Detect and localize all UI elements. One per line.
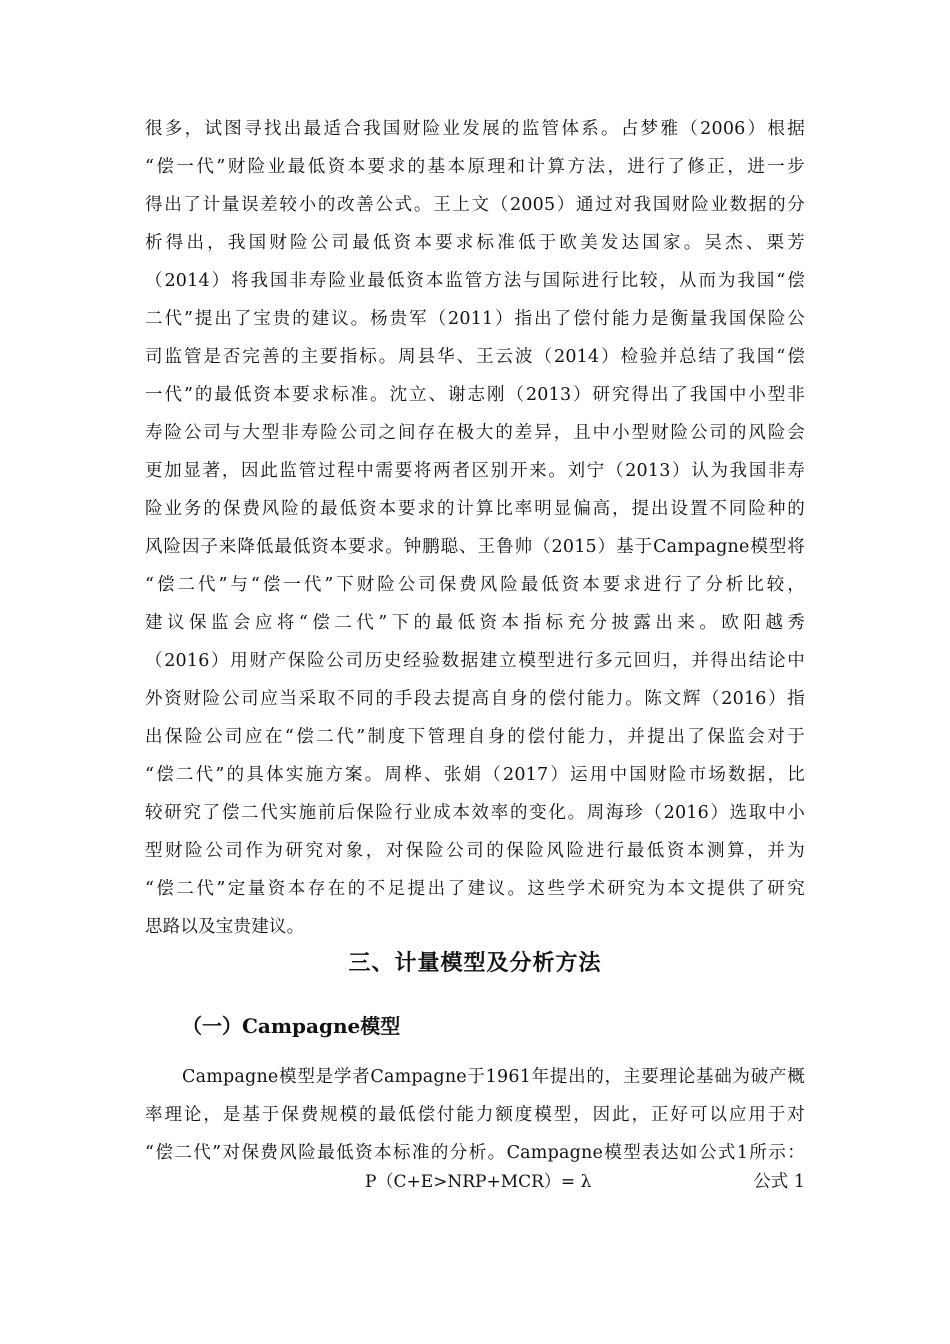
paragraph-line: （2016）用财产保险公司历史经验数据建立模型进行多元回归，并得出结论中 (145, 651, 805, 671)
paragraph-line: Campagne模型是学者Campagne于1961年提出的，主要理论基础为破产概 (182, 1067, 805, 1087)
paragraph-line: 二代”提出了宝贵的建议。杨贵军（2011）指出了偿付能力是衡量我国保险公 (145, 309, 805, 329)
paragraph-line: 型财险公司作为研究对象，对保险公司的保险风险进行最低资本测算，并为 (145, 841, 805, 861)
subsection-heading: （一）Campagne模型 (182, 1014, 401, 1038)
paragraph-line: 风险因子来降低最低资本要求。钟鹏聪、王鲁帅（2015）基于Campagne模型将 (145, 537, 805, 557)
paragraph-line: 更加显著，因此监管过程中需要将两者区别开来。刘宁（2013）认为我国非寿 (145, 461, 805, 481)
formula: P（C+E>NRP+MCR）= λ (365, 1172, 592, 1192)
paragraph-line: 建议保监会应将“偿二代”下的最低资本指标充分披露出来。欧阳越秀 (145, 613, 805, 633)
paragraph-line: 率理论，是基于保费规模的最低偿付能力额度模型，因此，正好可以应用于对 (145, 1105, 805, 1125)
paragraph-line: 出保险公司应在“偿二代”制度下管理自身的偿付能力，并提出了保监会对于 (145, 727, 805, 747)
paragraph-line: 一代”的最低资本要求标准。沈立、谢志刚（2013）研究得出了我国中小型非 (145, 385, 805, 405)
paragraph-line: 较研究了偿二代实施前后保险行业成本效率的变化。周海珍（2016）选取中小 (145, 803, 805, 823)
paragraph-line: 析得出，我国财险公司最低资本要求标准低于欧美发达国家。吴杰、栗芳 (145, 233, 805, 253)
paragraph-line: 险业务的保费风险的最低资本要求的计算比率明显偏高，提出设置不同险种的 (145, 499, 805, 519)
paragraph-line: 得出了计量误差较小的改善公式。王上文（2005）通过对我国财险业数据的分 (145, 195, 805, 215)
paragraph-line: “偿二代”定量资本存在的不足提出了建议。这些学术研究为本文提供了研究 (145, 879, 805, 899)
paragraph-line: 外资财险公司应当采取不同的手段去提高自身的偿付能力。陈文辉（2016）指 (145, 689, 805, 709)
paragraph-line: （2014）将我国非寿险业最低资本监管方法与国际进行比较，从而为我国“偿 (145, 271, 805, 291)
paragraph-line: 思路以及宝贵建议。 (145, 917, 305, 937)
paragraph-line: 很多，试图寻找出最适合我国财险业发展的监管体系。占梦雅（2006）根据 (145, 119, 805, 139)
formula-label: 公式 1 (753, 1172, 805, 1192)
paragraph-line: “偿二代”与“偿一代”下财险公司保费风险最低资本要求进行了分析比较， (145, 575, 805, 595)
section-heading: 三、计量模型及分析方法 (348, 950, 602, 976)
paragraph-line: “偿二代”对保费风险最低资本标准的分析。Campagne模型表达如公式1所示： (145, 1143, 805, 1163)
paragraph-line: “偿二代”的具体实施方案。周桦、张娟（2017）运用中国财险市场数据，比 (145, 765, 805, 785)
paragraph-line: “偿一代”财险业最低资本要求的基本原理和计算方法，进行了修正，进一步 (145, 157, 805, 177)
paragraph-line: 司监管是否完善的主要指标。周县华、王云波（2014）检验并总结了我国“偿 (145, 347, 805, 367)
paragraph-line: 寿险公司与大型非寿险公司之间存在极大的差异，且中小型财险公司的风险会 (145, 423, 805, 443)
